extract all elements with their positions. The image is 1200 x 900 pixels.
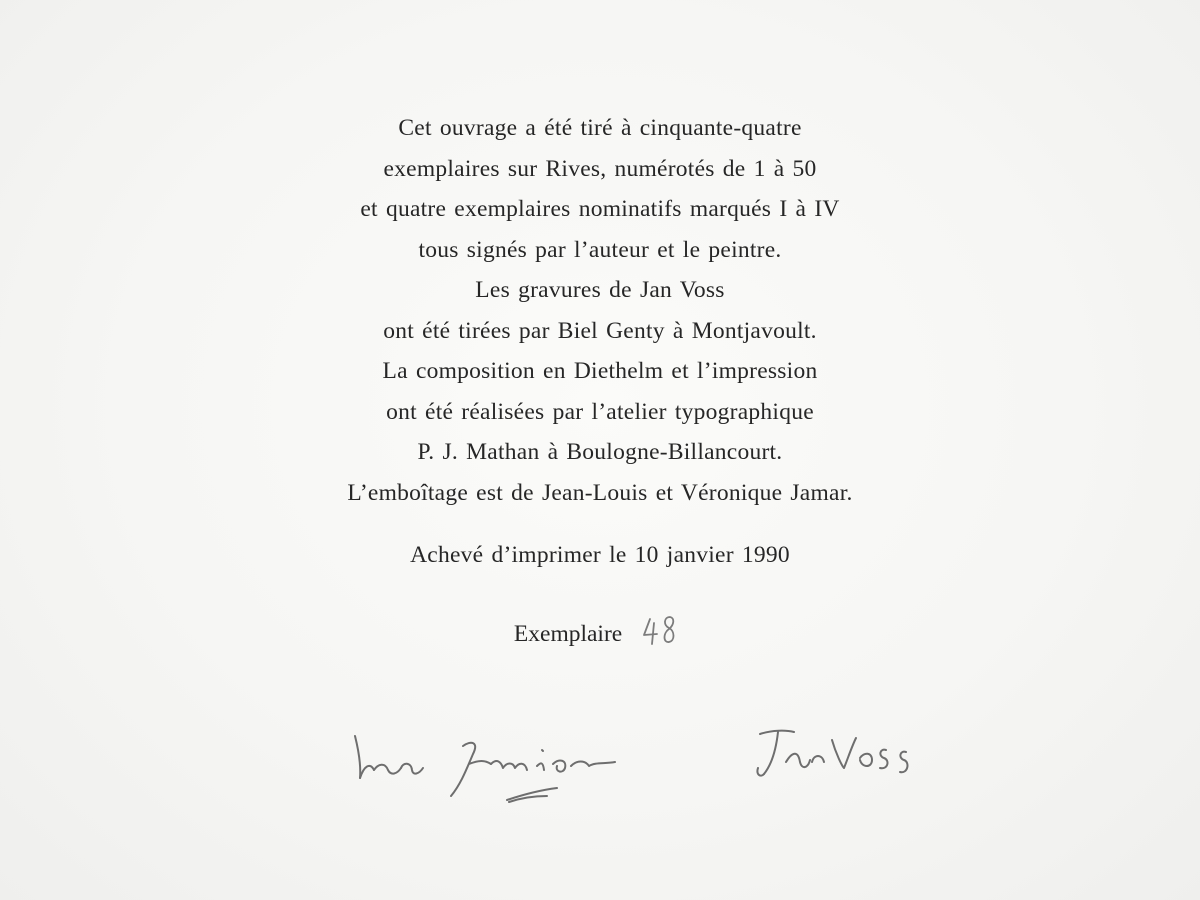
colophon-line: ont été tirées par Biel Genty à Montjavoult. — [383, 317, 817, 344]
colophon-line: ont été réalisées par l’atelier typographique — [386, 398, 814, 425]
painter-signature — [752, 722, 922, 802]
printing-date-line: Achevé d’imprimer le 10 janvier 1990 — [410, 542, 790, 568]
colophon-line: L’emboîtage est de Jean-Louis et Véronique Jamar. — [347, 479, 853, 506]
colophon-line: tous signés par l’auteur et le peintre. — [418, 236, 782, 263]
copy-number-label: Exemplaire — [513, 620, 623, 647]
handwritten-copy-number — [638, 613, 686, 649]
author-signature — [345, 718, 645, 828]
colophon-line: exemplaires sur Rives, numérotés de 1 à 50 — [383, 155, 817, 182]
copy-number-line — [0, 614, 1200, 652]
colophon-line: La composition en Diethelm et l’impression — [382, 358, 818, 384]
colophon-line: Cet ouvrage a été tiré à cinquante-quatre — [398, 115, 802, 141]
colophon-line: Les gravures de Jan Voss — [475, 277, 725, 303]
colophon-line: et quatre exemplaires nominatifs marqués I à IV — [360, 196, 840, 222]
colophon-line: P. J. Mathan à Boulogne-Billancourt. — [417, 439, 783, 465]
colophon-text-block — [0, 108, 1200, 513]
